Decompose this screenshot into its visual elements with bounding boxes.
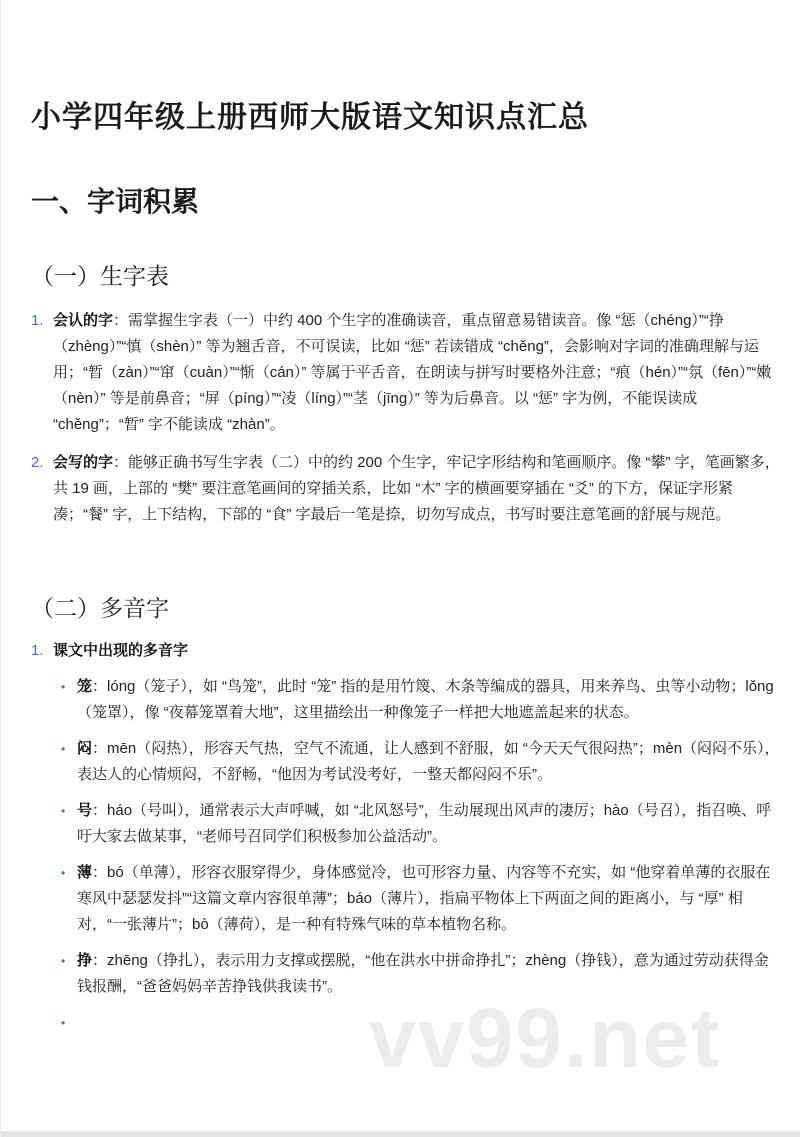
bullet-icon: • — [61, 1016, 66, 1030]
bullet-item — [53, 860, 783, 938]
bullet-text: ：zhēng（挣扎），表示用力支撑或摆脱，“他在洪水中拼命挣扎”；zhèng（挣钱），意为通过劳动获得金钱报酬，“爸爸妈妈辛苦挣钱供我读书”。 — [77, 952, 769, 995]
polyphone-bullets — [53, 674, 783, 1036]
bullet-label: 号 — [77, 802, 93, 819]
list-number: 1. — [31, 312, 44, 329]
bullet-icon: • — [61, 804, 66, 818]
bullet-text: ：háo（号叫），通常表示大声呼喊，如 “北风怒号”，生动展现出风声的凄厉；hào（号召），指召唤、呼吁大家去做某事，“老师号召同学们积极参加公益活动”。 — [77, 802, 772, 845]
character-table-list — [31, 308, 783, 540]
bullet-item — [53, 674, 783, 726]
bullet-text: ：mēn（闷热），形容天气热，空气不流通，让人感到不舒服，如 “今天天气很闷热”；mèn（闷闷不乐），表达人的心情烦闷，不舒畅，“他因为考试没考好，一整天都闷闷不乐”。 — [77, 740, 780, 783]
list-item — [31, 308, 783, 438]
bullet-text: ：bó（单薄），形容衣服穿得少，身体感觉冷，也可形容力量、内容等不充实，如 “他穿着单薄的衣服在寒风中瑟瑟发抖”“这篇文章内容很单薄”；báo（薄片），指扁平物体上下两面之间的距离小，与 “厚” 相对，“一张薄片”；bò（薄荷），是一种有特殊气味的草本植物名称。 — [77, 864, 771, 933]
list-item — [31, 450, 783, 528]
page-bottom-edge — [1, 1131, 800, 1137]
bullet-icon: • — [61, 866, 66, 880]
section-heading-word-accumulation: 一、字词积累 — [31, 186, 200, 217]
bullet-item — [53, 736, 783, 788]
subsection-heading-polyphones: （二）多音字 — [31, 595, 169, 621]
bullet-icon: • — [61, 680, 66, 694]
bullet-text: ：lóng（笼子），如 “鸟笼”，此时 “笼” 指的是用竹篾、木条等编成的器具，用来养鸟、虫等小动物；lǒng（笼罩），像 “夜幕笼罩着大地”，这里描绘出一种像笼子一样把大地遮盖起来的状态。 — [77, 678, 774, 721]
list-number: 1. — [31, 642, 44, 659]
bullet-icon: • — [61, 742, 66, 756]
item-text: ：能够正确书写生字表（二）中的约 200 个生字，牢记字形结构和笔画顺序。像 “攀” 字，笔画繁多，共 19 画，上部的 “樊” 要注意笔画间的穿插关系，比如 “木” 字的横画要穿插在 “爻” 的下方，保证字形紧凑；“餐” 字，上下结构，下部的 “食” 字最后一笔是捺，切勿写成点，书写时要注意笔画的舒展与规范。 — [53, 454, 780, 523]
watermark: vv99.net — [369, 991, 722, 1085]
bullet-icon: • — [61, 954, 66, 968]
document-title: 小学四年级上册西师大版语文知识点汇总 — [31, 101, 589, 134]
bullet-label: 笼 — [77, 678, 93, 695]
item-label: 会写的字 — [53, 454, 114, 471]
bullet-label: 闷 — [77, 740, 93, 757]
item-label: 课文中出现的多音字 — [53, 642, 189, 659]
item-text: ：需掌握生字表（一）中约 400 个生字的准确读音，重点留意易错读音。像 “惩（chéng）”“挣（zhèng）”“慎（shèn）” 等为翘舌音，不可误读，比如 “惩” 若读错成 “chěng”，会影响对字词的准确理解与运用；“暂（zàn）”“窜（cuàn）”“惭（cán）” 等属于平舌音，在朗读与拼写时要格外注意；“痕（hén）”“氛（fēn）”“嫩（nèn）” 等是前鼻音；“屏（píng）”“凌（líng）”“茎（jīng）” 等为后鼻音。以 “惩” 字为例，不能误读成 “chěng”；“暂” 字不能读成 “zhàn”。 — [53, 312, 772, 433]
list-number: 2. — [31, 454, 44, 471]
bullet-label: 薄 — [77, 864, 93, 881]
polyphone-list — [31, 638, 783, 1048]
bullet-item — [53, 798, 783, 850]
bullet-label: 挣 — [77, 952, 93, 969]
item-label: 会认的字 — [53, 312, 114, 329]
subsection-heading-character-table: （一）生字表 — [31, 263, 169, 289]
list-item — [31, 638, 783, 1036]
